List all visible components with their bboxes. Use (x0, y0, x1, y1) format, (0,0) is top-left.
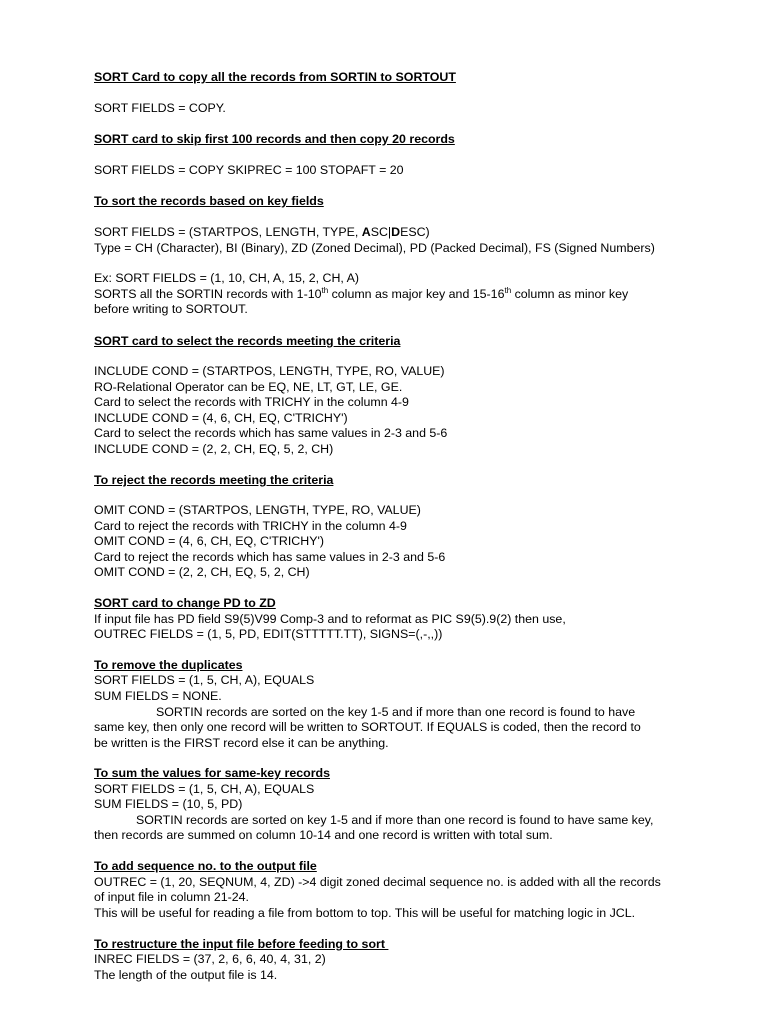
text-line: INCLUDE COND = (STARTPOS, LENGTH, TYPE, RO, VALUE) (94, 364, 445, 378)
text-fragment: column as major key and 15-16 (328, 287, 505, 301)
text-line: INREC FIELDS = (37, 2, 6, 6, 40, 4, 31, 2) (94, 952, 326, 966)
text-line: SORT FIELDS = COPY SKIPREC = 100 STOPAFT = 20 (94, 163, 404, 177)
text-fragment: ESC) (400, 225, 430, 239)
text-line: OMIT COND = (STARTPOS, LENGTH, TYPE, RO, VALUE) (94, 503, 421, 517)
text-line: SORT FIELDS = (1, 5, CH, A), EQUALS (94, 782, 315, 796)
heading-include-cond: SORT card to select the records meeting the criteria (94, 334, 401, 348)
text-line: INCLUDE COND = (4, 6, CH, EQ, C'TRICHY') (94, 411, 348, 425)
superscript: th (504, 285, 512, 295)
text-line: OUTREC = (1, 20, SEQNUM, 4, ZD) ->4 digit zoned decimal sequence no. is added with all the records (94, 875, 661, 889)
heading-add-sequence: To add sequence no. to the output file (94, 859, 317, 873)
text-line: be written is the FIRST record else it can be anything. (94, 736, 389, 750)
text-line: before writing to SORTOUT. (94, 302, 248, 316)
text-line: INCLUDE COND = (2, 2, CH, EQ, 5, 2, CH) (94, 442, 334, 456)
text-line: RO-Relational Operator can be EQ, NE, LT, GT, LE, GE. (94, 380, 403, 394)
heading-skip-records: SORT card to skip first 100 records and then copy 20 records (94, 132, 455, 146)
text-line: SUM FIELDS = NONE. (94, 689, 222, 703)
heading-omit-cond: To reject the records meeting the criteria (94, 473, 334, 487)
heading-sum-values: To sum the values for same-key records (94, 766, 330, 780)
text-line (94, 225, 694, 240)
text-line: SORTIN records are sorted on key 1-5 and if more than one record is found to have same key, (136, 813, 654, 827)
heading-sort-key-fields: To sort the records based on key fields (94, 194, 324, 208)
text-line (94, 287, 694, 302)
text-line: SORT FIELDS = (1, 5, CH, A), EQUALS (94, 673, 315, 687)
text-line: Card to reject the records with TRICHY in the column 4-9 (94, 519, 407, 533)
text-fragment: SORT FIELDS = (STARTPOS, LENGTH, TYPE, (94, 225, 362, 239)
text-fragment-bold: D (391, 225, 401, 239)
heading-remove-duplicates: To remove the duplicates (94, 658, 243, 672)
heading-pd-to-zd: SORT card to change PD to ZD (94, 596, 276, 610)
text-line: If input file has PD field S9(5)V99 Comp-3 and to reformat as PIC S9(5).9(2) then use, (94, 612, 566, 626)
text-line: Card to select the records with TRICHY in the column 4-9 (94, 395, 409, 409)
heading-restructure-input: To restructure the input file before feeding to sort (94, 937, 389, 951)
text-line: SUM FIELDS = (10, 5, PD) (94, 797, 243, 811)
superscript: th (321, 285, 329, 295)
text-line: OMIT COND = (2, 2, CH, EQ, 5, 2, CH) (94, 565, 310, 579)
text-fragment: SC| (370, 225, 392, 239)
text-line: OMIT COND = (4, 6, CH, EQ, C'TRICHY') (94, 534, 324, 548)
text-line: Ex: SORT FIELDS = (1, 10, CH, A, 15, 2, CH, A) (94, 271, 360, 285)
text-line: OUTREC FIELDS = (1, 5, PD, EDIT(STTTTT.TT), SIGNS=(,-,,)) (94, 627, 443, 641)
text-line: Card to select the records which has same values in 2-3 and 5-6 (94, 426, 448, 440)
heading-copy-all: SORT Card to copy all the records from SORTIN to SORTOUT (94, 70, 456, 84)
text-line: Card to reject the records which has same values in 2-3 and 5-6 (94, 550, 446, 564)
text-fragment: SORTS all the SORTIN records with 1-10 (94, 287, 322, 301)
text-line: This will be useful for reading a file from bottom to top. This will be useful for matching logic in JCL. (94, 906, 636, 920)
text-line: Type = CH (Character), BI (Binary), ZD (Zoned Decimal), PD (Packed Decimal), FS (Signed Numbers) (94, 241, 655, 255)
text-line: The length of the output file is 14. (94, 968, 278, 982)
text-line: then records are summed on column 10-14 and one record is written with total sum. (94, 828, 553, 842)
text-line: SORT FIELDS = COPY. (94, 101, 226, 115)
text-line: of input file in column 21-24. (94, 890, 249, 904)
text-fragment-bold: A (361, 225, 371, 239)
text-line: same key, then only one record will be written to SORTOUT. If EQUALS is coded, then the record to (94, 720, 641, 734)
text-fragment: column as minor key (511, 287, 629, 301)
text-line: SORTIN records are sorted on the key 1-5 and if more than one record is found to have (156, 705, 636, 719)
